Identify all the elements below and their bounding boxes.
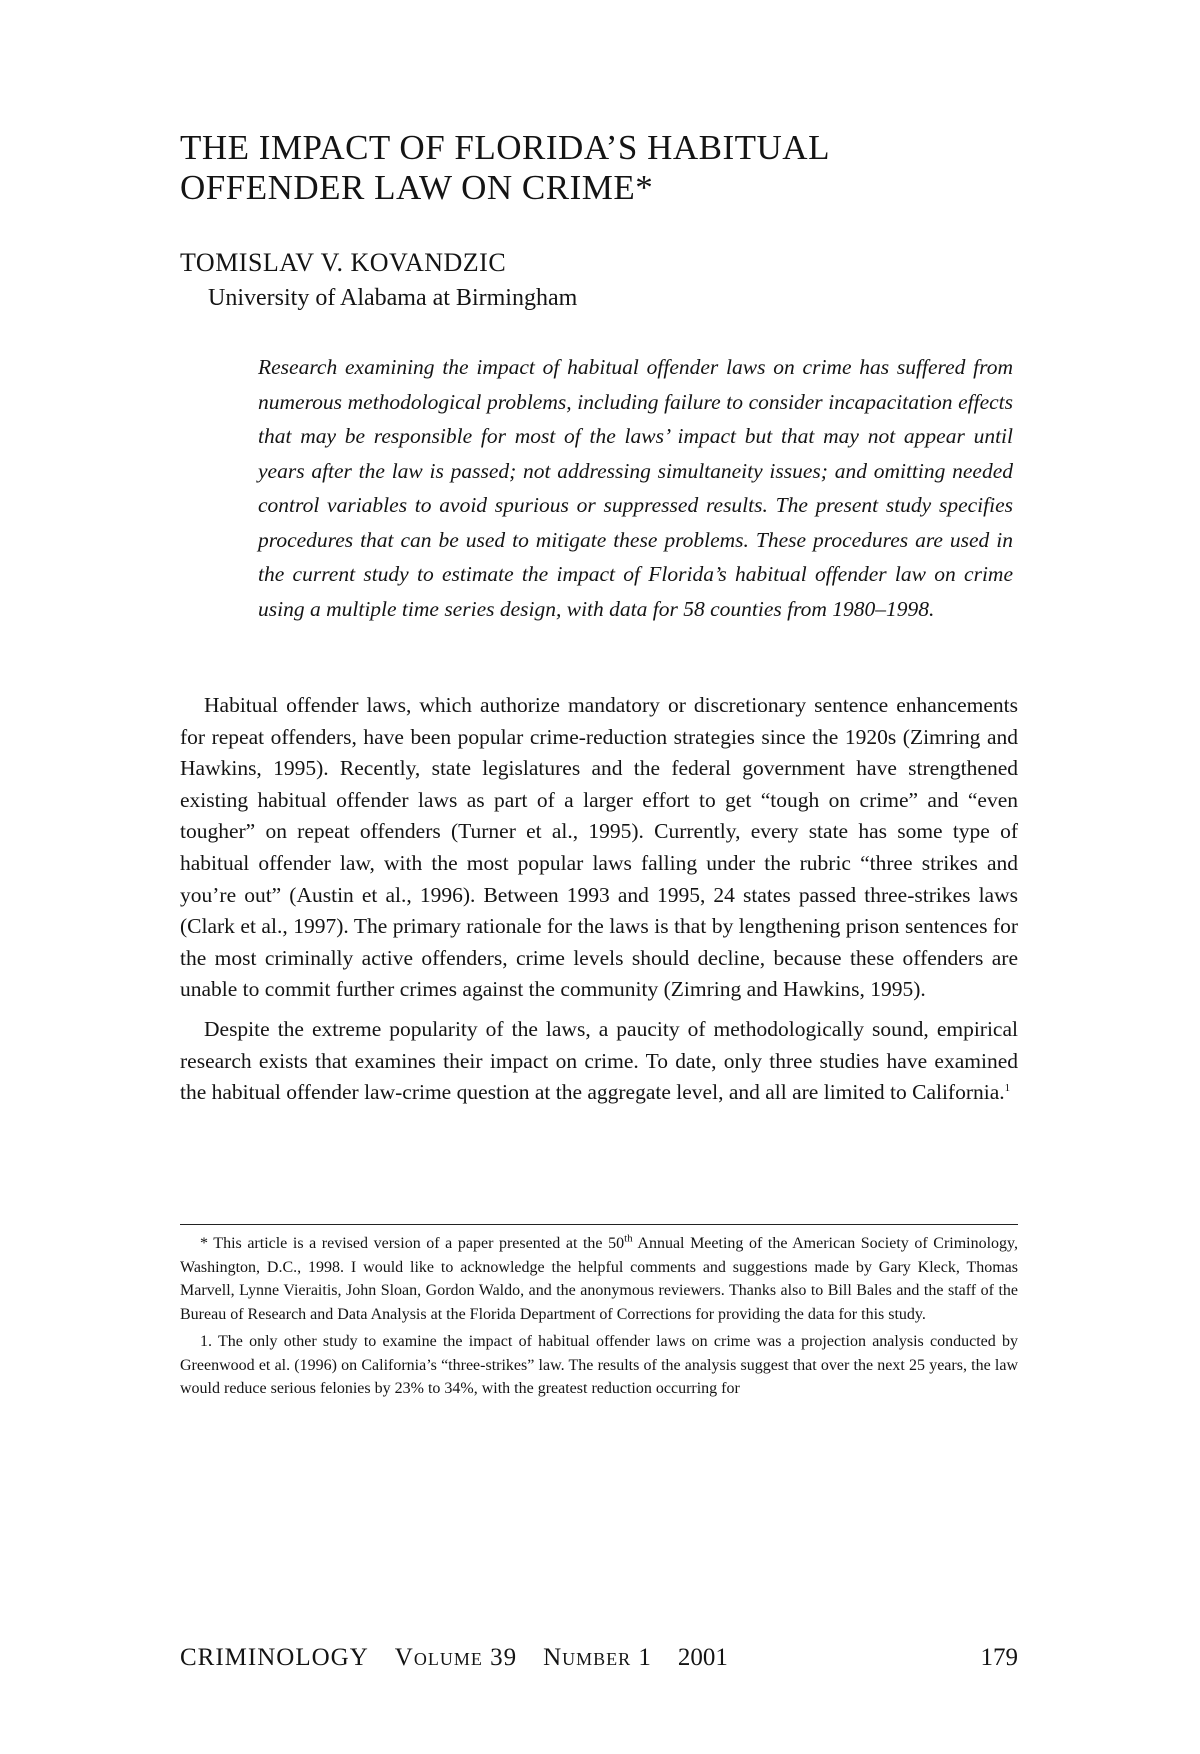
body-text [180, 690, 1018, 1117]
footnote-marker-1: 1 [1004, 1081, 1011, 1094]
journal-volume: Volume 39 [394, 1644, 518, 1671]
title-line-2: OFFENDER LAW ON CRIME* [180, 168, 654, 207]
page-number: 179 [980, 1644, 1018, 1671]
title-line-1: THE IMPACT OF FLORIDA’S HABITUAL [180, 128, 830, 167]
footnotes [180, 1232, 1018, 1405]
paper-page [180, 0, 1020, 1754]
body-paragraph-2 [180, 1014, 1018, 1109]
body-paragraph-1: Habitual offender laws, which authorize mandatory or discretionary sentence enhancements for repeat offenders, have been popular crime-reduction strategies since the 1920s (Zimring and Hawkins, 1995). Recently, state legislatures and the federal government have strengthened existing habitual offender laws as part of a larger effort to get “tough on crime” and “even tougher” on repeat offenders (Turner et al., 1995). Currently, every state has some type of habitual offender law, with the most popular laws falling under the rubric “three strikes and you’re out” (Austin et al., 1996). Between 1993 and 1995, 24 states passed three-strikes laws (Clark et al., 1997). The primary rationale for the laws is that by lengthening prison sentences for the most criminally active offenders, crime levels should decline, because these offenders are unable to commit further crimes against the community (Zimring and Hawkins, 1995). [180, 693, 1018, 1002]
body-paragraph-2-text: Despite the extreme popularity of the laws, a paucity of methodologically sound, empirical research exists that examines their impact on crime. To date, only three studies have examined the habitual offender law-crime question at the aggregate level, and all are limited to California. [180, 1016, 1018, 1105]
footnote-divider [180, 1224, 1018, 1225]
page-footer [180, 1644, 1018, 1672]
footnote-star [180, 1232, 1018, 1326]
author-affiliation: University of Alabama at Birmingham [208, 285, 578, 311]
footnote-star-text-a: * This article is a revised version of a paper presented at the 50 [200, 1235, 625, 1252]
footnote-star-text-b: Annual Meeting of the American Society of Criminology, Washington, D.C., 1998. I would like to acknowledge the helpful comments and suggestions made by Gary Kleck, Thomas Marvell, Lynne Vieraitis, John Sloan, Gordon Waldo, and the anonymous reviewers. Thanks also to Bill Bales and the staff of the Bureau of Research and Data Analysis at the Florida Department of Corrections for providing the data for this study. [180, 1235, 1019, 1323]
footnote-1: 1. The only other study to examine the impact of habitual offender laws on crime was a projection analysis conducted by Greenwood et al. (1996) on California’s “three-strikes” law. The results of the analysis suggest that over the next 25 years, the law would reduce serious felonies by 23% to 34%, with the greatest reduction occurring for [180, 1333, 1018, 1397]
article-title [180, 128, 1020, 208]
author-name: TOMISLAV V. KOVANDZIC [180, 248, 507, 277]
journal-year: 2001 [677, 1644, 728, 1671]
footnote-star-superscript: th [624, 1232, 633, 1245]
journal-number: Number 1 [543, 1644, 652, 1671]
journal-name: CRIMINOLOGY [180, 1644, 369, 1671]
abstract: Research examining the impact of habitual offender laws on crime has suffered from numerous methodological problems, including failure to consider incapacitation effects that may be responsible for most of the laws’ impact but that may not appear until years after the law is passed; not addressing simultaneity issues; and omitting needed control variables to avoid spurious or suppressed results. The present study specifies procedures that can be used to mitigate these problems. These procedures are used in the current study to estimate the impact of Florida’s habitual offender law on crime using a multiple time series design, with data for 58 counties from 1980–1998. [258, 355, 1013, 621]
